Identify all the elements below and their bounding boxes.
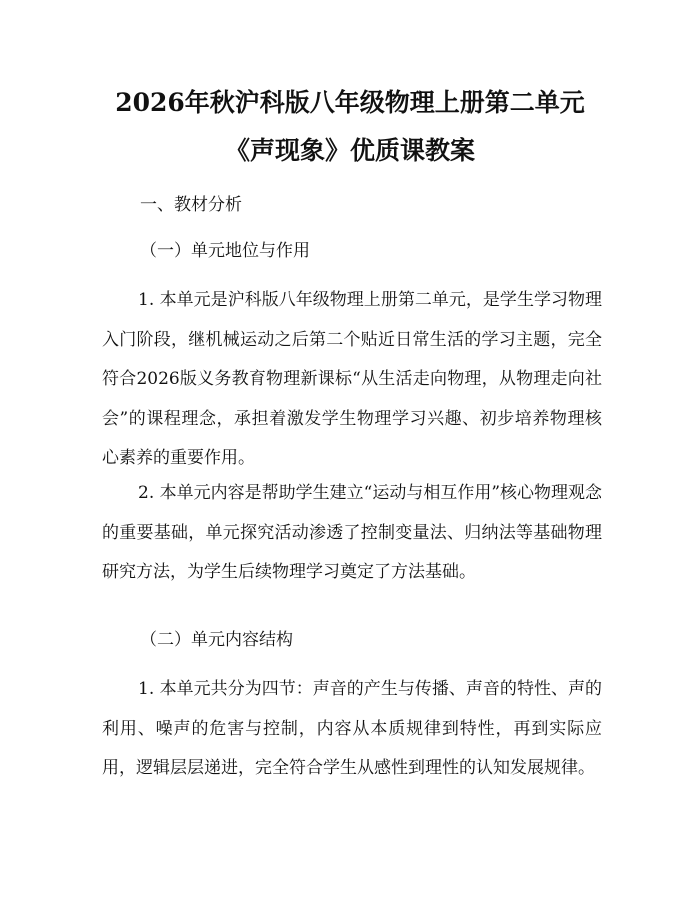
- subsection-heading-unit-structure: （二）单元内容结构: [140, 630, 293, 650]
- paragraph-unit-role-1: 1. 本单元是沪科版八年级物理上册第二单元，是学生学习物理入门阶段，继机械运动之后第二个贴近日常生活的学习主题，完全符合2026版义务教育物理新课标“从生活走向物理，从物理走向社会”的课程理念，承担着激发学生物理学习兴趣、初步培养物理核心素养的重要作用。: [102, 290, 602, 468]
- paragraph-unit-role-2: 2. 本单元内容是帮助学生建立“运动与相互作用”核心物理观念的重要基础，单元探究活动渗透了控制变量法、归纳法等基础物理研究方法，为学生后续物理学习奠定了方法基础。: [102, 483, 603, 582]
- document-title-line-1: 2026年秋沪科版八年级物理上册第二单元: [115, 88, 585, 117]
- section-heading-textbook-analysis: 一、教材分析: [140, 195, 242, 215]
- document-title-line-2: 《声现象》优质课教案: [224, 136, 475, 165]
- subsection-heading-unit-role: （一）单元地位与作用: [140, 241, 310, 261]
- paragraph-unit-structure-1: 1. 本单元共分为四节：声音的产生与传播、声音的特性、声的利用、噪声的危害与控制，内容从本质规律到特性，再到实际应用，逻辑层层递进，完全符合学生从感性到理性的认知发展规律。: [102, 679, 602, 778]
